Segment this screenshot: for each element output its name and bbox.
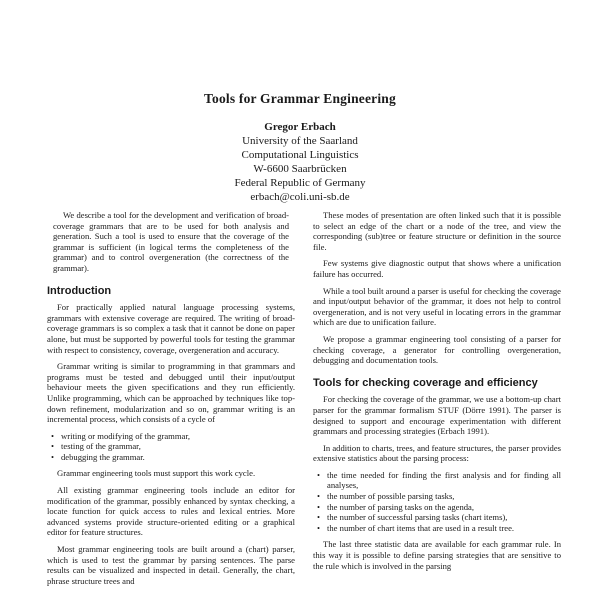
list-item: • debugging the grammar.: [61, 452, 295, 463]
author-name: Gregor Erbach: [264, 121, 336, 133]
paragraph: These modes of presentation are often linked such that it is possible to select an edge of the chart or a node of the tree, and view the corresponding (sub)tree or feature structure or definition in the source file.: [313, 210, 561, 252]
section-heading-coverage: Tools for checking coverage and efficiency: [313, 376, 538, 389]
list-item: • the time needed for finding the first analysis and for finding all analyses,: [327, 470, 561, 491]
affiliation-line: University of the Saarland: [242, 135, 358, 147]
abstract: We describe a tool for the development and verification of broad-coverage grammars that are to be used for both analysis and generation. Such a tool is used to ensure that the coverage of the grammar is sufficient (in logical terms the completeness of the grammar) and to control overgeneration (the correctness of the grammar).: [53, 210, 289, 273]
paragraph: While a tool built around a parser is useful for checking the coverage and input/output behavior of the grammar, it does not help to control overgeneration, and is not very useful in locating errors in the grammar which are due to unification failure.: [313, 285, 561, 328]
right-column: [313, 210, 561, 577]
statistics-list: [313, 470, 561, 534]
list-item: • the number of possible parsing tasks,: [327, 491, 561, 502]
list-item: • the number of chart items that are used in a result tree.: [327, 523, 561, 534]
affiliation-line: W-6600 Saarbrücken: [253, 163, 347, 175]
paragraph: We propose a grammar engineering tool consisting of a parser for checking coverage, a generator for controlling overgeneration, debugging and documentation tools.: [313, 333, 561, 366]
author-block: [0, 120, 600, 204]
cycle-list: [47, 431, 295, 463]
list-item: • testing of the grammar,: [61, 441, 295, 452]
paragraph: Grammar writing is similar to programming in that grammars and programs must be tested and debugged until their input/output behaviour meets the given specifications and they run efficiently. Unlike programming, which can be approached by techniques like top-down refinement, modularization and so on, grammar writing is an incremental process, which consists of a cycle of: [47, 361, 295, 425]
affiliation-line: Federal Republic of Germany: [234, 177, 366, 189]
author-email: erbach@coli.uni-sb.de: [250, 191, 350, 203]
paragraph: For checking the coverage of the grammar, we use a bottom-up chart parser for the grammar formalism STUF (Dörre 1991). The parser is designed to support and encourage experimentation with different grammars and processing strategies (Erbach 1991).: [313, 394, 561, 437]
paragraph: In addition to charts, trees, and feature structures, the parser provides extensive statistics about the parsing process:: [313, 442, 561, 464]
paragraph: Most grammar engineering tools are built around a (chart) parser, which is used to test the grammar by parsing sentences. The parse results can be visualized and inspected in detail. Generally, the chart, phrase structure trees and: [47, 544, 295, 586]
paragraph: The last three statistic data are available for each grammar rule. In this way it is possible to define parsing strategies that are sensitive to the rule which is involved in the parsing: [313, 539, 561, 571]
paragraph: For practically applied natural language processing systems, grammars with extensive coverage are required. The writing of broad-coverage grammars is so complex a task that it cannot be done on paper alone, but must be supported by powerful tools for testing the grammar with respect to consistency, coverage, overgeneration and accuracy.: [47, 302, 295, 355]
affiliation-line: Computational Linguistics: [241, 149, 359, 161]
list-item: • the number of parsing tasks on the agenda,: [327, 502, 561, 513]
list-item: • writing or modifying of the grammar,: [61, 431, 295, 442]
paragraph: Few systems give diagnostic output that shows where a unification failure has occurred.: [313, 258, 561, 279]
section-heading-introduction: Introduction: [47, 284, 112, 297]
left-column: [47, 210, 295, 592]
paper-title: Tools for Grammar Engineering: [204, 91, 396, 106]
paragraph: Grammar engineering tools must support this work cycle.: [57, 468, 256, 479]
list-item: • the number of successful parsing tasks (chart items),: [327, 512, 561, 523]
paragraph: All existing grammar engineering tools include an editor for modification of the grammar, possibly enhanced by syntax checking, a locate function for quick access to rules and lexical entries. More advanced systems provide structure-oriented editing or a graphical editor for feature structures.: [47, 485, 295, 538]
